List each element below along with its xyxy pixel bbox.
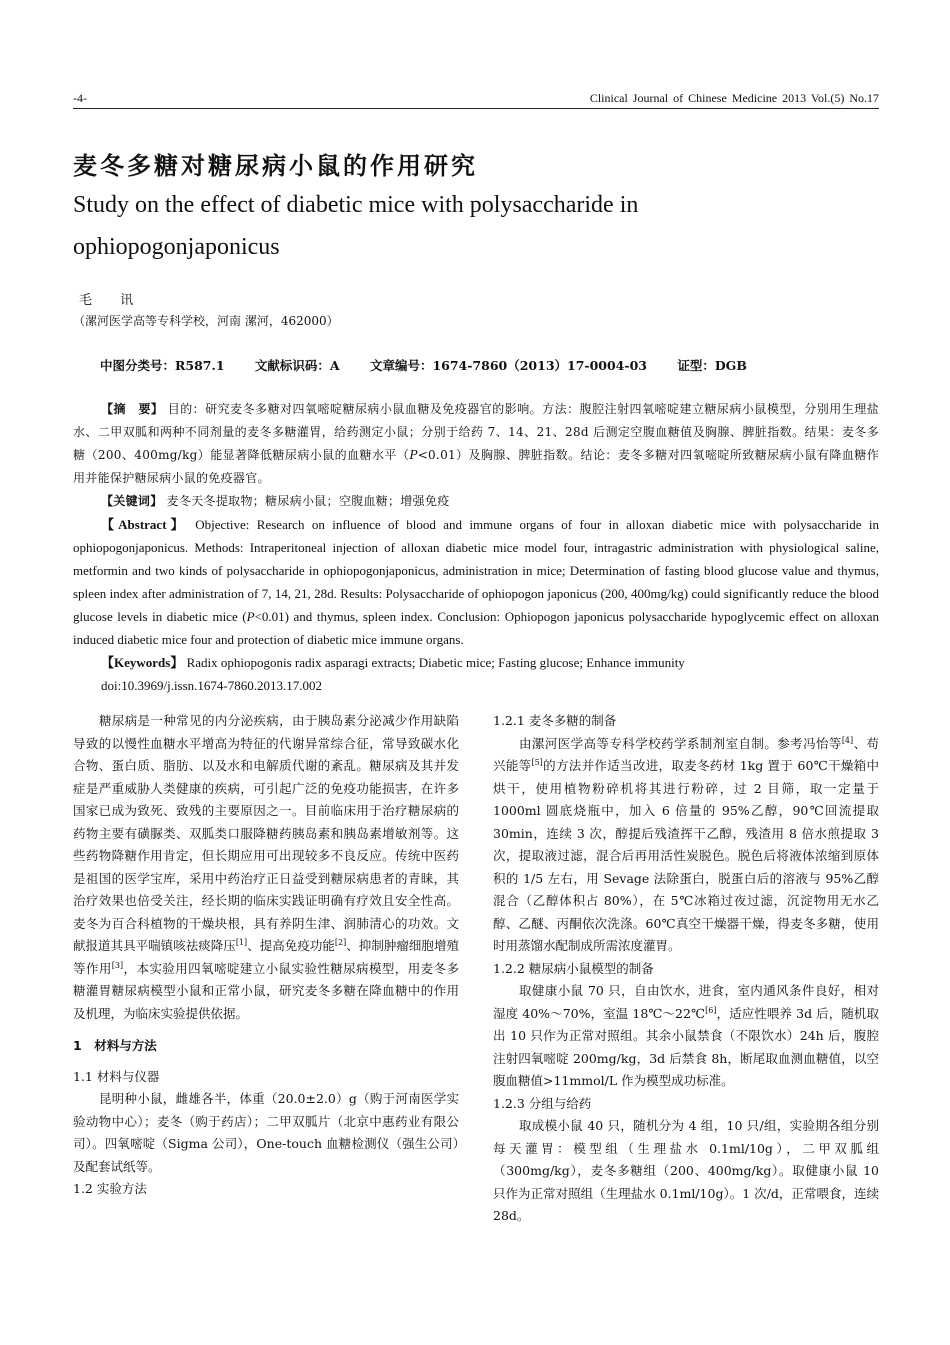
keywords-cn-text: 麦冬天冬提取物；糖尿病小鼠；空腹血糖；增强免疫 bbox=[166, 494, 450, 508]
prep-text-b: 、苟兴能等 bbox=[493, 735, 879, 773]
model-text-b: ，适应性喂养 3d 后，随机取出 10 只作为正常对照组。其余小鼠禁食（不限饮水）24h 后，腹腔注射四氧嘧啶 200mg/kg，3d 后禁食 8h，断尾取血测血糖值，以空腹血糖值>11mmol/L 作为模型成功标准。 bbox=[493, 1005, 879, 1088]
abstract-cn-text-a: 目的：研究麦冬多糖对四氧嘧啶糖尿病小鼠血糖及免疫器官的影响。方法：腹腔注射四氧嘧啶建立糖尿病小鼠模型，分别用生理盐水、二甲双胍和两种不同剂量的麦冬多糖灌胃，给药测定小鼠；分别于给药 7、14、21、28d 后测定空腹血糖值及胸腺、脾脏指数。结果：麦冬多糖（200、400mg/kg）能显著降低糖尿病小鼠的血糖水平（ bbox=[73, 402, 879, 462]
keywords-chinese bbox=[73, 490, 879, 513]
ref-6: [6] bbox=[705, 1005, 717, 1015]
preparation-paragraph bbox=[493, 733, 879, 958]
abstract-en-label: 【Abstract】 bbox=[101, 517, 188, 532]
doi: doi:10.3969/j.issn.1674-7860.2013.17.002 bbox=[101, 678, 323, 693]
ref-5: [5] bbox=[531, 757, 543, 767]
intro-text-d: ，本实验用四氧嘧啶建立小鼠实验性糖尿病模型，用麦冬多糖灌胃糖尿病模型小鼠和正常小鼠，研究麦冬多糖在降血糖中的作用及机理，为临床实验提供依据。 bbox=[73, 960, 459, 1021]
intro-paragraph bbox=[73, 710, 459, 1025]
model-text-a: 取健康小鼠 70 只，自由饮水，进食，室内通风条件良好，相对湿度 40%～70%，室温 18℃～22℃ bbox=[493, 983, 879, 1021]
grouping-paragraph: 取成模小鼠 40 只，随机分为 4 组，10 只/组，实验期各组分别每天灌胃：模型组（生理盐水 0.1ml/10g），二甲双胍组（300mg/kg），麦冬多糖组（200、400mg/kg）。取健康小鼠 10 只作为正常对照组（生理盐水 0.1ml/10g）。1 次/d，正常喂食，连续 28d。 bbox=[493, 1118, 879, 1223]
intro-text-c: 、抑制肿瘤细胞增殖等作用 bbox=[73, 938, 459, 976]
page-number: -4- bbox=[73, 91, 87, 105]
abstract-cn-p: P bbox=[409, 448, 418, 462]
abstract-block bbox=[73, 398, 879, 697]
header-rule bbox=[73, 108, 879, 109]
ref-1: [1] bbox=[235, 937, 248, 947]
subsection-1-2-heading: 1.2 实验方法 bbox=[73, 1181, 147, 1196]
section-1-heading: 1 材料与方法 bbox=[73, 1038, 157, 1053]
subsection-1-2-1-heading: 1.2.1 麦冬多糖的制备 bbox=[493, 713, 617, 728]
title-english: Study on the effect of diabetic mice with polysaccharide in ophiopogonjaponicus bbox=[73, 192, 639, 260]
intro-text-b: 、提高免疫功能 bbox=[247, 938, 335, 953]
intro-text-a: 糖尿病是一种常见的内分泌疾病，由于胰岛素分泌减少作用缺陷导致的以慢性血糖水平增高为特征的代谢异常综合征，常导致碳水化合物、蛋白质、脂肪、以及水和电解质代谢的紊乱。糖尿病及其并发症是严重威胁人类健康的疾病，可引起广泛的免疫功能损害，在许多国家已成为致死、致残的主要原因之一。目前临床用于治疗糖尿病的药物主要有磺脲类、双胍类口服降糖药胰岛素和胰岛素增敏剂等。这些药物降糖作用肯定，但长期应用可出现较多不良反应。传统中医药是祖国的医学宝库，采用中药治疗正日益受到糖尿病患者的青睐，其治疗效果也倍受关注，经长期的临床实践证明确有疗效且安全性高。麦冬为百合科植物的干燥块根，具有养阴生津、润肺清心的功效。文献报道其具平喘镇咳祛痰降压 bbox=[73, 713, 459, 953]
abstract-english bbox=[73, 513, 879, 651]
subsection-1-1-heading: 1.1 材料与仪器 bbox=[73, 1068, 160, 1084]
ref-2: [2] bbox=[334, 937, 347, 947]
subsection-1-2-2-heading: 1.2.2 糖尿病小鼠模型的制备 bbox=[493, 960, 654, 976]
affiliation: （漯河医学高等专科学校，河南 漯河，462000） bbox=[73, 314, 339, 328]
abstract-chinese bbox=[73, 398, 879, 490]
syndrome-type: 证型：DGB bbox=[677, 358, 747, 373]
journal-header: Clinical Journal of Chinese Medicine 2013 Vol.(5) No.17 bbox=[589, 91, 879, 105]
abstract-en-text-a: Objective: Research on influence of blood and immune organs of four in alloxan diabetic mice with polysaccharide in ophiopogonjaponicus. Methods: Intraperitoneal injection of alloxan diabetic mice model four, intragastric administration with physiological saline, metformin and two kinds of polysaccharide in ophiopogonjaponicus, administration in mice; Determination of fasting blood glucose value and thymus, spleen index after administration of 7, 14, 21, 28d. Results: Polysaccharide of ophiopogon japonicus (200, 400mg/kg) could significantly reduce the blood glucose levels in diabetic mice ( bbox=[73, 517, 879, 624]
abstract-en-text-b: <0.01) and thymus, spleen index. Conclusion: Ophiopogon japonicus polysaccharide hypoglycemic effect on alloxan induced diabetic mice four and protection of diabetic mice immune organs. bbox=[73, 609, 880, 647]
materials-paragraph: 昆明种小鼠，雌雄各半，体重（20.0±2.0）g（购于河南医学实验动物中心）；麦冬（购于药店）；二甲双胍片（北京中惠药业有限公司）。四氧嘧啶（Sigma 公司），One-touch 血糖检测仪（强生公司）及配套试纸等。 bbox=[73, 1091, 459, 1174]
abstract-en-p: P bbox=[246, 609, 255, 624]
ref-3: [3] bbox=[111, 960, 124, 970]
prep-text-a: 由漯河医学高等专科学校药学系制剂室自制。参考冯怡等 bbox=[519, 735, 842, 751]
clc-number: 中图分类号：R587.1 bbox=[100, 358, 225, 373]
ref-4: [4] bbox=[841, 735, 854, 745]
abstract-cn-label: 【摘 要】 bbox=[101, 402, 164, 416]
body-left-column bbox=[73, 710, 459, 1201]
abstract-cn-text-b: <0.01）及胸腺、脾脏指数。结论：麦冬多糖对四氧嘧啶所致糖尿病小鼠有降血糖作用并能保护糖尿病小鼠的免疫器官。 bbox=[73, 448, 880, 485]
body-right-column bbox=[493, 710, 879, 1228]
subsection-1-2-3-heading: 1.2.3 分组与给药 bbox=[493, 1095, 592, 1111]
keywords-en-text: Radix ophiopogonis radix asparagi extracts; Diabetic mice; Fasting glucose; Enhance immunity bbox=[186, 655, 685, 670]
article-number: 文章编号：1674-7860（2013）17-0004-03 bbox=[369, 358, 647, 373]
model-paragraph bbox=[493, 980, 879, 1093]
title-chinese: 麦冬多糖对糖尿病小鼠的作用研究 bbox=[73, 152, 478, 180]
classification-line bbox=[100, 356, 773, 374]
author: 毛 讯 bbox=[79, 293, 146, 308]
document-code: 文献标识码：A bbox=[254, 358, 340, 373]
keywords-en-label: 【Keywords】 bbox=[101, 655, 184, 670]
keywords-english bbox=[73, 651, 879, 674]
prep-text-c: 的方法并作适当改进，取麦冬药材 1kg 置于 60℃干燥箱中烘干，使用植物粉碎机将其进行粉碎，过 2 目筛，取一定量于 1000ml 圆底烧瓶中，加入 6 倍量的 95%乙醇，90℃回流提取 30min，连续 3 次，醇提后残渣挥干乙醇，残渣用 8 倍水煎提取 3 次，提取液过滤，混合后再用活性炭脱色。脱色后将液体浓缩到原体积的 1/5 左右，用 Sevage 法除蛋白，脱蛋白后的溶液与 95%乙醇混合（乙醇体积占 80%），在 5℃冰箱过夜过滤，沉淀物用无水乙醇、乙醚、丙酮依次洗涤。60℃真空干燥器干燥，得麦冬多糖，使用时用蒸馏水配制成所需浓度灌胃。 bbox=[493, 758, 879, 953]
keywords-cn-label: 【关键词】 bbox=[101, 494, 163, 508]
